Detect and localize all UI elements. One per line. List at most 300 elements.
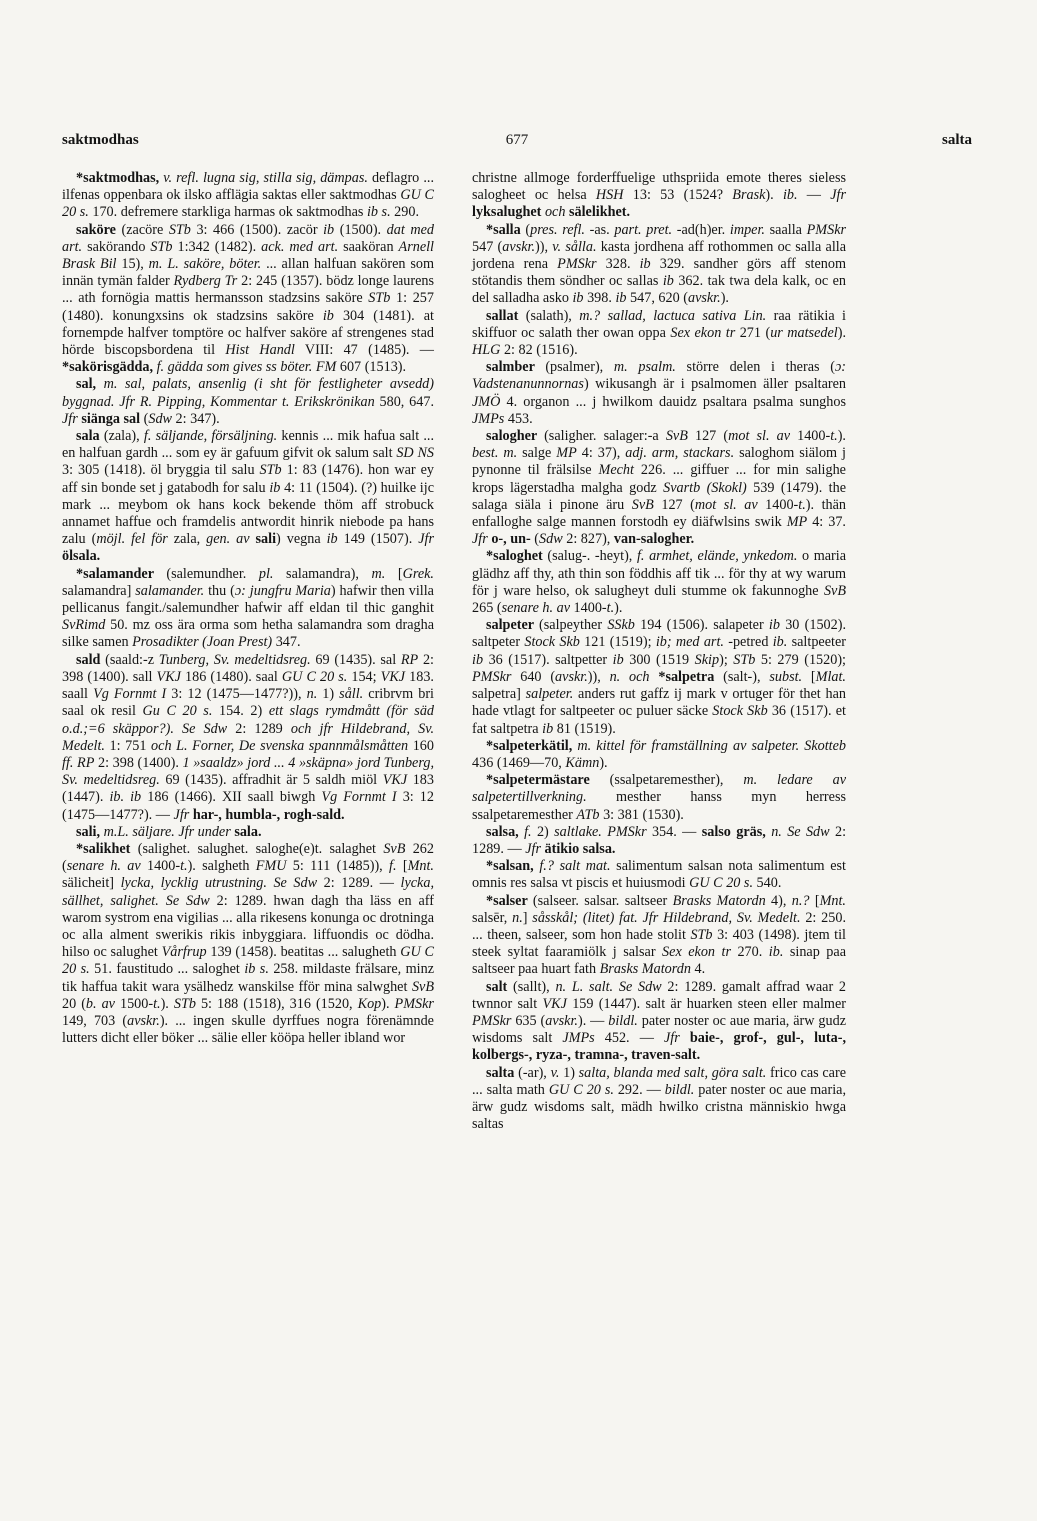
entry-text: t. bbox=[180, 858, 188, 875]
entry-text: ). bbox=[720, 290, 729, 307]
entry-text: 607 (1513). bbox=[336, 359, 407, 376]
entry-text: 127 ( bbox=[687, 428, 729, 445]
dictionary-entry-sala bbox=[62, 428, 434, 566]
entry-text: och jfr Hildebrand, Sv. Medelt. bbox=[62, 720, 434, 754]
entry-text: part. pret. bbox=[614, 221, 673, 238]
entry-text: VIII: 47 (1485). — bbox=[294, 342, 434, 359]
entry-text: (salpeyther bbox=[539, 617, 608, 634]
entry-text: VKJ bbox=[380, 668, 406, 685]
entry-text: [ bbox=[802, 668, 816, 685]
entry-text: lycka, sällhet, salighet. Se Sdw bbox=[62, 875, 434, 909]
entry-text: 183 (1447). bbox=[62, 772, 434, 806]
entry-text: (psalmer), bbox=[545, 359, 614, 376]
entry-text: 547 ( bbox=[472, 238, 503, 255]
entry-text: m. L. saköre, böter. bbox=[148, 256, 262, 273]
entry-text: o maria glädhz aff thy, ath thin son föddhis aff tik ... för thy at wy warum för j ware helso, ok salugheyt duli stumme ok fakunnoghe bbox=[472, 548, 847, 599]
entry-text: 127 ( bbox=[653, 496, 695, 513]
entry-text: ib bbox=[612, 651, 624, 668]
entry-text: Mnt. bbox=[819, 892, 846, 909]
entry-text: 1500- bbox=[114, 995, 154, 1012]
entry-text: [ bbox=[809, 892, 820, 909]
entry-text: Stock Skb bbox=[524, 634, 580, 651]
entry-text: ... allan halfuan sakören som innän tymän falder bbox=[62, 256, 434, 290]
entry-text: m. bbox=[371, 565, 386, 582]
entry-text: Arnell Brask Bil bbox=[62, 238, 434, 273]
entry-text: 2: 347). bbox=[172, 410, 220, 427]
entry-headword: sala bbox=[76, 428, 104, 445]
entry-text: 452. — bbox=[594, 1030, 664, 1047]
entry-text: (sallt), bbox=[513, 978, 556, 995]
entry-text: saalla bbox=[764, 221, 807, 238]
entry-text: 51. faustitudo ... saloghet bbox=[89, 961, 245, 978]
entry-text: 30 (1502). saltpeter bbox=[472, 617, 846, 651]
dictionary-entry-salamander bbox=[62, 566, 434, 652]
entry-text: Jfr bbox=[664, 1030, 680, 1047]
entry-headword: *salla bbox=[486, 221, 526, 238]
entry-text: Sdw bbox=[539, 531, 563, 548]
entry-text: Tunberg, Sv. medeltidsreg. bbox=[158, 651, 311, 668]
entry-text: *sakörisgädda, bbox=[62, 359, 157, 376]
entry-text: Jfr bbox=[173, 806, 190, 823]
entry-text: salsēr, bbox=[472, 909, 513, 926]
entry-text: Stock Skb bbox=[712, 703, 768, 720]
entry-text: 4. bbox=[690, 961, 706, 978]
entry-text: f. säljande, försäljning. bbox=[143, 428, 278, 445]
entry-text: -ad(h)er. bbox=[672, 221, 730, 238]
entry-text: bildl. bbox=[608, 1012, 638, 1029]
entry-text: 69 (1435). sal bbox=[310, 651, 401, 668]
dictionary-entry-saloghet bbox=[472, 548, 846, 617]
dictionary-entry-salta bbox=[472, 1065, 846, 1134]
entry-text: ). bbox=[765, 187, 783, 204]
entry-text: ff. RP bbox=[62, 754, 95, 771]
entry-text: sälelikhet. bbox=[565, 204, 631, 221]
entry-text: (saligher. salager:-a bbox=[544, 428, 666, 445]
entry-text: 4: 11 (1504). (?) huilke ijc mark ... meybom ok hans kock bekende thöm aff strobuck annamet haffue och framdelis antwordit hinrik niebode pa hans zalu ( bbox=[62, 479, 434, 548]
entry-text: 2: 1289. — bbox=[317, 875, 401, 892]
entry-text: 453. bbox=[504, 410, 533, 427]
entry-text: Vårfrup bbox=[161, 944, 207, 961]
entry-text: (salt-), bbox=[714, 668, 770, 685]
entry-text: lycka, lycklig utrustning. Se Sdw bbox=[120, 875, 318, 892]
entry-text: ). bbox=[614, 600, 623, 617]
entry-text: pater noster oc aue maria, ärw gudz wisdoms salt bbox=[472, 1012, 847, 1047]
entry-text: JMPs bbox=[562, 1030, 595, 1047]
entry-text: PMSkr bbox=[472, 668, 512, 685]
entry-text: möjl. fel för bbox=[96, 531, 168, 548]
entry-text: HLG bbox=[472, 342, 501, 359]
entry-text: )), bbox=[587, 668, 610, 685]
entry-text: 36 (1517). et fat saltpetra bbox=[472, 703, 846, 737]
entry-text: subst. bbox=[769, 668, 803, 685]
entry-text: pater noster oc aue maria, ärw gudz wisdoms salt, mädh hwilko cristna människio hwga saltas bbox=[472, 1081, 846, 1133]
entry-text: ib. bbox=[772, 634, 788, 651]
entry-text: t. bbox=[606, 600, 615, 617]
entry-text: mot sl. av bbox=[728, 428, 790, 445]
entry-text: v. sålla. bbox=[552, 238, 597, 255]
entry-text: 1400- bbox=[790, 428, 831, 445]
entry-text: Brasks Matordn bbox=[672, 892, 766, 909]
entry-text: ib bbox=[639, 256, 651, 273]
entry-text: 1) bbox=[559, 1064, 579, 1081]
entry-text: 262 ( bbox=[62, 840, 434, 875]
entry-text: 13: 53 (1524? bbox=[623, 187, 733, 204]
entry-text: ). bbox=[599, 754, 608, 771]
entry-text: imper. bbox=[729, 221, 765, 238]
entry-text: ) vegna bbox=[276, 531, 327, 548]
entry-text: -petred bbox=[723, 634, 773, 651]
entry-text: ). bbox=[160, 995, 174, 1012]
entry-text: STb bbox=[150, 238, 173, 255]
entry-text: STb bbox=[733, 651, 756, 668]
entry-text: Gu C 20 s. bbox=[142, 703, 213, 720]
entry-text: m. kittel för framställning av salpeter. Skotteb bbox=[577, 737, 847, 754]
dictionary-entry-salikhet-cont bbox=[472, 170, 846, 222]
entry-text: ib bbox=[662, 273, 674, 290]
entry-text: 1400- bbox=[140, 858, 181, 875]
entry-text: ätikio salsa. bbox=[540, 840, 616, 857]
header-left-guideword: saktmodhas bbox=[62, 132, 139, 148]
entry-text: saloghom siälom j pynonne til frälsilse bbox=[472, 445, 846, 479]
entry-text: salamandra] bbox=[62, 582, 136, 599]
entry-text: 329. sandher görs aff stenom stötandis them söndher oc sallas bbox=[472, 256, 846, 290]
entry-text: ib bbox=[768, 617, 780, 634]
entry-text: f. bbox=[524, 823, 532, 840]
entry-text: f. gädda som gives ss böter. FM bbox=[156, 359, 337, 376]
entry-text: adj. arm, stackars. bbox=[625, 445, 735, 462]
entry-text: 186 (1466). XII saall biwgh bbox=[141, 789, 322, 806]
entry-text: 154. 2) bbox=[212, 703, 269, 720]
entry-text: 1: 83 (1476). hon war ey aff sin bonde set j gatabodh for salu bbox=[62, 462, 434, 496]
entry-text: o-, un- bbox=[487, 531, 531, 548]
entry-text: senare h. av bbox=[66, 858, 141, 875]
dictionary-entry-salpetermastare bbox=[472, 772, 846, 824]
entry-text: GU C 20 s. bbox=[62, 187, 434, 221]
entry-text: 194 (1506). salapeter bbox=[634, 617, 769, 634]
entry-headword: *salpeterkätil, bbox=[486, 737, 578, 754]
entry-headword: *salsan, bbox=[486, 858, 540, 875]
entry-text: 50. mz oss ära orma som hetha salamandra som dragha silke samen bbox=[62, 617, 434, 651]
entry-text: 226. ... giffuer ... for min salighe krops lägerstadha malgha godz bbox=[472, 462, 846, 496]
entry-text: ) hafwir then villa pellicanus fangit./salemundher hafwir aff eldan til thic ganghit bbox=[62, 582, 434, 617]
entry-text: v. refl. lugna sig, stilla sig, dämpas. bbox=[163, 170, 368, 186]
dictionary-entry-sal bbox=[62, 376, 434, 428]
entry-text: STb bbox=[690, 926, 713, 943]
entry-text: Skip bbox=[694, 651, 720, 668]
entry-text: 3: 305 (1418). öl bryggia til salu bbox=[62, 462, 260, 479]
entry-text: n. bbox=[306, 686, 318, 703]
entry-text: ). — bbox=[577, 1012, 609, 1029]
entry-text: 1) bbox=[317, 686, 340, 703]
entry-text: raa rätikia i skiffuor oc salath ther owan oppa bbox=[472, 307, 846, 341]
entry-text: PMSkr bbox=[394, 995, 434, 1012]
entry-text: bildl. bbox=[664, 1081, 695, 1098]
entry-text: salge bbox=[517, 445, 557, 462]
entry-text: PMSkr bbox=[472, 1012, 512, 1029]
entry-text: 290. bbox=[390, 204, 419, 221]
entry-text: 121 (1519); bbox=[579, 634, 656, 651]
entry-text: SvB bbox=[631, 496, 654, 513]
entry-text: 159 (1447). salt är huarken steen eller malmer bbox=[566, 995, 846, 1012]
entry-text: sakörando bbox=[82, 238, 151, 255]
entry-text: GU C 20 s. bbox=[281, 668, 348, 685]
entry-text: m.L. säljare. Jfr under bbox=[103, 823, 231, 840]
entry-text: mesther hanss myn herress ssalpetaremesther bbox=[472, 789, 846, 823]
dictionary-entry-salsan bbox=[472, 858, 846, 892]
entry-text: 304 (1481). at fornempde halfver tomptöre oc halfver saköre af strengenes stad hörde biscopsbordena til bbox=[62, 307, 434, 359]
dictionary-entry-salt bbox=[472, 979, 846, 1065]
entry-headword: sald bbox=[76, 651, 106, 668]
entry-text: ɔ: jungfru Maria bbox=[234, 582, 331, 599]
entry-text: ). bbox=[837, 324, 846, 341]
entry-text: 2: 82 (1516). bbox=[500, 342, 578, 359]
entry-text: 170. defremere starkliga harmas ok saktmodhas bbox=[88, 204, 367, 221]
entry-text: salimentum salsan nota salimentum est omnis res salsa vt piscis et huiusmodi bbox=[472, 858, 846, 892]
entry-text: 160 bbox=[408, 737, 434, 754]
entry-text: ib; med art. bbox=[655, 634, 724, 651]
entry-text: Jfr bbox=[418, 531, 435, 548]
entry-text: GU C 20 s. bbox=[689, 875, 753, 892]
entry-text: 4: 37), bbox=[576, 445, 626, 462]
entry-text: 1: 257 (1480). konungxsins ok stadzsins saköre bbox=[62, 290, 434, 324]
entry-text: ); bbox=[719, 651, 734, 668]
dictionary-entry-salpeter bbox=[472, 617, 846, 737]
entry-text: ib bbox=[326, 531, 338, 548]
entry-text: ölsala. bbox=[62, 548, 101, 565]
entry-text: sala. bbox=[230, 823, 262, 840]
entry-text: 5: 279 (1520); bbox=[755, 651, 846, 668]
entry-text: ib bbox=[269, 479, 281, 496]
entry-text: 154; bbox=[347, 668, 381, 685]
entry-text: frico cas care ... salta math bbox=[472, 1064, 847, 1098]
entry-text: (zacöre bbox=[121, 221, 169, 238]
entry-text: Brask bbox=[732, 187, 766, 204]
entry-text: SvB bbox=[383, 840, 406, 857]
entry-text: sali bbox=[249, 531, 277, 548]
entry-text: MP bbox=[786, 514, 808, 531]
entry-text: PMSkr bbox=[806, 221, 847, 238]
entry-text: ib bbox=[323, 221, 335, 238]
entry-text: VKJ bbox=[542, 995, 567, 1012]
entry-text: 5: 111 (1485)), bbox=[286, 858, 390, 875]
entry-text: Sex ekon tr bbox=[670, 324, 736, 341]
entry-text: gen. av bbox=[206, 531, 250, 548]
entry-text: (salighet. salughet. saloghe(e)t. salaghet bbox=[137, 840, 384, 857]
entry-text: ib. bbox=[768, 944, 784, 961]
entry-text: thu ( bbox=[204, 582, 235, 599]
entry-text: salpetra] bbox=[472, 686, 526, 703]
entry-text: ib s. bbox=[366, 204, 391, 221]
entry-text: ib bbox=[472, 651, 484, 668]
entry-text: avskr. bbox=[127, 1012, 160, 1029]
entry-text: f. bbox=[389, 858, 397, 875]
entry-text: SvB bbox=[823, 582, 846, 599]
dictionary-entry-sali bbox=[62, 824, 434, 841]
entry-text: JMÖ bbox=[472, 393, 501, 410]
entry-text: sinap paa saltseer paa huart fath bbox=[472, 944, 846, 978]
entry-headword: sali, bbox=[76, 823, 104, 840]
entry-text: större delen i theras ( bbox=[675, 359, 835, 376]
entry-text: 2: 1289 bbox=[227, 720, 291, 737]
entry-text: 2: 398 (1400). bbox=[94, 754, 183, 771]
entry-text: f.? salt mat. bbox=[539, 858, 611, 875]
entry-text: ( bbox=[525, 221, 531, 238]
entry-text: Svartb (Skokl) bbox=[663, 479, 747, 496]
entry-text: m. sal, palats, ansenlig (i sht för festligheter avsedd) byggnad. Jfr R. Pipping, Kommentar t. Erikskrönikan bbox=[62, 376, 434, 410]
entry-text: ( bbox=[140, 410, 149, 427]
entry-headword: salpeter bbox=[486, 617, 540, 634]
entry-text: 4: 37. bbox=[807, 514, 846, 531]
entry-text: Kop bbox=[357, 995, 382, 1012]
dictionary-entry-saktmodhas bbox=[62, 170, 434, 222]
entry-headword: *salikhet bbox=[76, 840, 138, 857]
entry-text: avskr. bbox=[687, 290, 721, 307]
entry-text: Jfr bbox=[62, 410, 78, 427]
entry-text: Vg Fornmt I bbox=[93, 686, 167, 703]
entry-text: best. m. bbox=[472, 445, 518, 462]
entry-text: ib. ib bbox=[109, 789, 142, 806]
entry-text: 3: 12 (1475—1477?)), bbox=[166, 686, 307, 703]
entry-text: n. Se Sdw bbox=[771, 823, 830, 840]
entry-text: (saald:-z bbox=[105, 651, 159, 668]
entry-text: n. L. salt. Se Sdw bbox=[555, 978, 662, 995]
entry-text: 15), bbox=[116, 256, 149, 273]
entry-text: 347. bbox=[272, 634, 301, 651]
entry-text: ). ... ingen skulle dyrffues nogra förenämnde lutters dicht eller böker ... sälie eller kööpa heller ibland wor bbox=[62, 1012, 434, 1047]
running-header bbox=[62, 132, 972, 154]
entry-text: 20 ( bbox=[62, 995, 86, 1012]
entry-text: b. av bbox=[85, 995, 115, 1012]
entry-text: Kämn bbox=[565, 754, 600, 771]
entry-text: 300 (1519 bbox=[623, 651, 695, 668]
entry-text: ib bbox=[615, 290, 627, 307]
entry-headword: salogher bbox=[486, 428, 545, 445]
entry-text: SvB bbox=[665, 428, 688, 445]
entry-text: ] bbox=[522, 909, 533, 926]
entry-text: (salemundher. bbox=[166, 565, 259, 582]
entry-text: 2: 1289. hwan dagh tha läss en aff warom systrom ena vigilias ... alla rikesens konunga oc drotninga oc alla alment swerikis rikis inbyggiara. liffuondis oc dödha. hilso oc salughet bbox=[62, 892, 434, 961]
entry-text: ɔ: Vadstenanunnornas bbox=[472, 359, 846, 393]
entry-text: 398. bbox=[583, 290, 616, 307]
entry-text: och bbox=[541, 204, 566, 221]
entry-text: (zala), bbox=[103, 428, 144, 445]
entry-text: 2: 250. ... theen, salseer, som hon hade stolit bbox=[472, 909, 846, 943]
entry-text: 1400- bbox=[570, 600, 607, 617]
entry-text: ib s. bbox=[244, 961, 269, 978]
entry-text: mot sl. av bbox=[694, 496, 758, 513]
entry-text: ). bbox=[837, 428, 846, 445]
entry-text: 183. saall bbox=[62, 668, 434, 703]
entry-text: salpeter. bbox=[525, 686, 574, 703]
entry-text: 81 (1519). bbox=[553, 720, 616, 737]
entry-text: VKJ bbox=[156, 668, 181, 685]
entry-text: Rydberg Tr bbox=[173, 273, 238, 290]
header-right-guideword: salta bbox=[942, 132, 972, 148]
entry-text: avskr. bbox=[502, 238, 536, 255]
entry-text: ett slags rymdmått (för säd o.d.;=6 skäppor?). Se Sdw bbox=[62, 703, 435, 737]
entry-headword: salt bbox=[486, 978, 514, 995]
entry-text: lyksalughet bbox=[472, 204, 542, 221]
dictionary-entry-salsa bbox=[472, 824, 846, 858]
entry-text: SSkb bbox=[607, 617, 635, 634]
entry-text: kennis ... mik hafua salt ... en halfuan gardh ... som ey är gafuum gifvit ok salum salt bbox=[62, 428, 434, 462]
entry-text: ib bbox=[542, 720, 554, 737]
entry-text: STb bbox=[259, 462, 282, 479]
entry-headword: salmber bbox=[486, 359, 546, 376]
entry-text: 539 (1479). the salaga siäla i pinone äru bbox=[472, 479, 846, 513]
entry-text: SvB bbox=[411, 978, 434, 995]
entry-text: 328. bbox=[596, 256, 640, 273]
entry-text: t. bbox=[153, 995, 161, 1012]
entry-text: 186 (1480). saal bbox=[180, 668, 282, 685]
entry-text: Prosadikter (Joan Prest) bbox=[132, 634, 273, 651]
entry-text: senare h. av bbox=[501, 600, 570, 617]
entry-text: — bbox=[797, 187, 831, 204]
entry-text: salta, blanda med salt, göra salt. bbox=[578, 1064, 767, 1081]
entry-text: 5: 188 (1518), 316 (1520, bbox=[195, 995, 358, 1012]
entry-text: 362. tak twa dela kalk, oc en del salladha asko bbox=[472, 273, 846, 307]
entry-text: 149 (1507). bbox=[337, 531, 419, 548]
left-column bbox=[62, 170, 434, 1047]
entry-text: Jfr bbox=[525, 840, 541, 857]
entry-text: 2: 1289. gamalt affrad waar 2 twnnor salt bbox=[472, 978, 847, 1012]
entry-text: sälicheit] bbox=[62, 875, 121, 892]
entry-text: [ bbox=[385, 565, 403, 582]
entry-text: 270. bbox=[730, 944, 769, 961]
entry-text: SD NS bbox=[396, 445, 435, 462]
entry-text: 292. — bbox=[613, 1081, 665, 1098]
entry-text: Grek. bbox=[402, 565, 434, 582]
entry-text: Jfr bbox=[830, 187, 847, 204]
entry-text: n. bbox=[512, 909, 523, 926]
entry-text: ack. med art. bbox=[261, 238, 339, 255]
entry-text: cribrvm bri saal ok resil bbox=[62, 686, 434, 720]
entry-text: anders rut gaffz ij mark v ortuger för thet han hade vtlagt for saltpeeter oc puluer säcke bbox=[472, 686, 846, 720]
entry-text: saltlake. PMSkr bbox=[554, 823, 647, 840]
entry-text: Sex ekon tr bbox=[662, 944, 731, 961]
entry-text: (salath), bbox=[525, 307, 580, 324]
entry-headword: sallat bbox=[486, 307, 526, 324]
entry-text: baie-, grof-, gul-, luta-, kolbergs-, ryza-, tramna-, traven-salt. bbox=[472, 1030, 847, 1064]
entry-text: kasta jordhena aff rothommen oc salla alla jordena rena bbox=[472, 238, 847, 273]
dictionary-entry-sald bbox=[62, 652, 434, 824]
entry-text: m. ledare av salpetertillverkning. bbox=[472, 772, 846, 806]
entry-text: 2) bbox=[531, 823, 555, 840]
entry-text: Brasks Matordn bbox=[599, 961, 691, 978]
entry-text: (-ar), bbox=[518, 1064, 551, 1081]
entry-text: salamander. bbox=[135, 582, 205, 599]
entry-text: christne allmoge forderffuelige uthspriida emote theres sieless salogheet oc helsa bbox=[472, 170, 846, 204]
entry-text: van-salogher. bbox=[613, 531, 695, 548]
entry-text: dat med art. bbox=[62, 221, 434, 255]
entry-text: FMU bbox=[255, 858, 287, 875]
entry-headword: *saktmodhas, bbox=[76, 170, 164, 186]
entry-text: m.? sallad, lactuca sativa Lin. bbox=[579, 307, 767, 324]
dictionary-entry-salpeterkatil bbox=[472, 738, 846, 772]
entry-text: 3: 12 (1475—1477?). — bbox=[62, 789, 434, 823]
entry-text: 69 (1435). affradhit är 5 saldh miöl bbox=[159, 772, 383, 789]
entry-text: STb bbox=[368, 290, 391, 307]
dictionary-entry-salogher bbox=[472, 428, 846, 548]
entry-text: avskr. bbox=[555, 668, 588, 685]
dictionary-entry-salla bbox=[472, 222, 846, 308]
entry-text: 2: 827), bbox=[562, 531, 614, 548]
entry-text: siänga sal bbox=[77, 410, 141, 427]
entry-text: t. bbox=[830, 428, 838, 445]
entry-text: 580, 647. bbox=[374, 393, 434, 410]
dictionary-entry-salikhet bbox=[62, 841, 434, 1047]
dictionary-entry-salmber bbox=[472, 359, 846, 428]
